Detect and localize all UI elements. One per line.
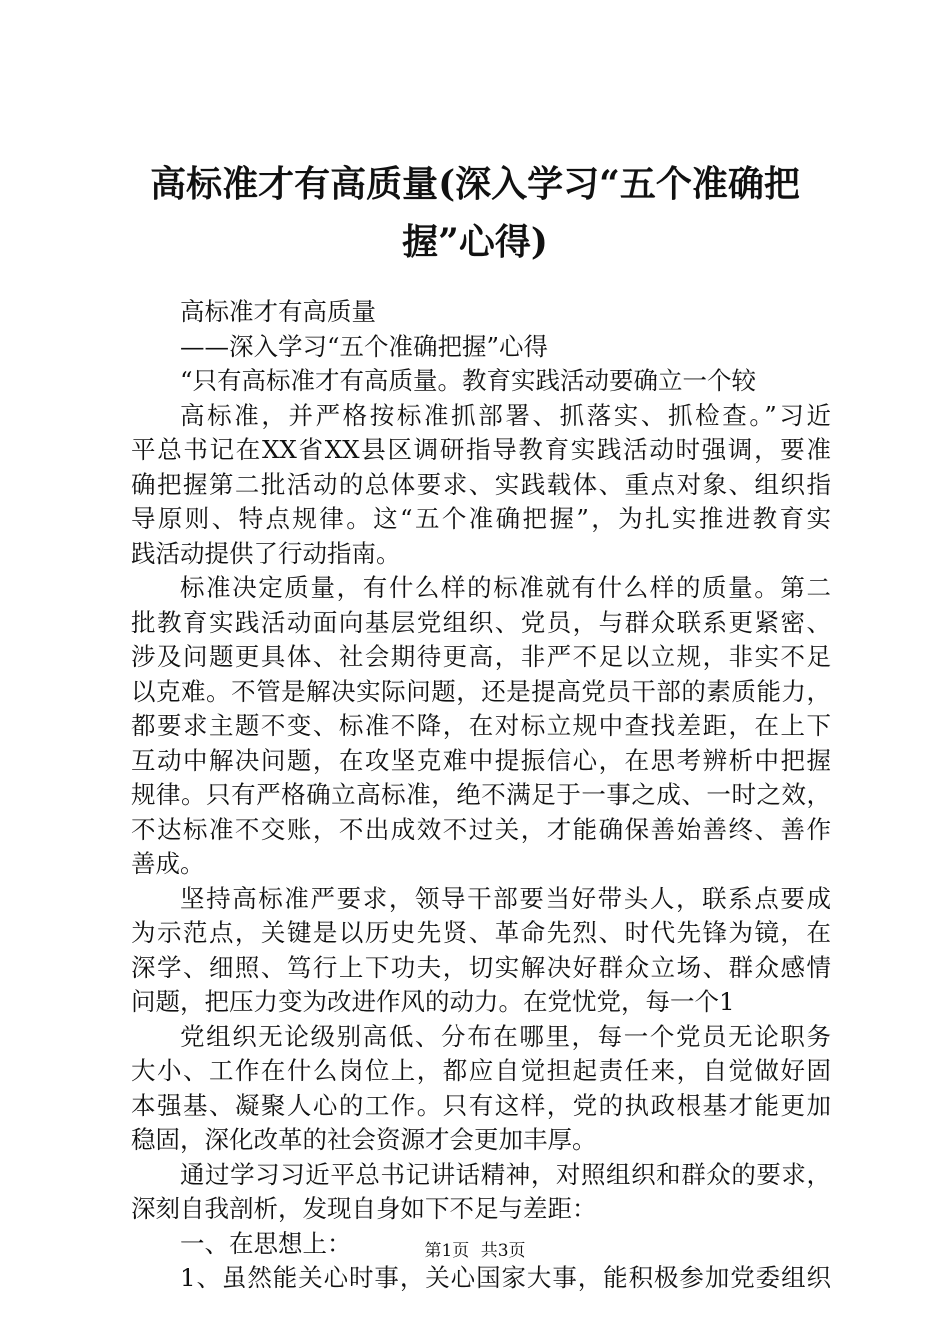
body-line: 一、在思想上： (180, 1228, 352, 1258)
document-title-line-2: 握”心得) (402, 221, 548, 263)
body-line: 标准决定质量，有什么样的标准就有什么样的质量。第二 (180, 573, 831, 602)
body-line: 不达标准不交账，不出成效不过关，才能确保善始善终、善作 (131, 814, 831, 844)
body-line: 善成。 (131, 849, 205, 878)
body-line: 以克难。不管是解决实际问题，还是提高党员干部的素质能力， (131, 676, 831, 706)
body-line: 大小、工作在什么岗位上，都应自觉担起责任来，自觉做好固 (131, 1056, 831, 1085)
body-line: 通过学习习近平总书记讲话精神，对照组织和群众的要求， (180, 1159, 831, 1189)
body-line: 问题，把压力变为改进作风的动力。在党忧党，每一个1 (131, 987, 735, 1016)
body-line: 批教育实践活动面向基层党组织、党员，与群众联系更紧密、 (131, 607, 831, 637)
body-line: 本强基、凝聚人心的工作。只有这样，党的执政根基才能更加 (131, 1090, 831, 1120)
body-line: 高标准才有高质量 (180, 297, 376, 326)
body-line: 稳固，深化改革的社会资源才会更加丰厚。 (131, 1125, 597, 1154)
body-line: 都要求主题不变、标准不降，在对标立规中查找差距，在上下 (131, 711, 831, 740)
body-line: 深学、细照、笃行上下功夫，切实解决好群众立场、群众感情 (131, 952, 831, 982)
body-line: 坚持高标准严要求，领导干部要当好带头人，联系点要成 (180, 883, 831, 913)
body-line: 互动中解决问题，在攻坚克难中提振信心，在思考辨析中把握 (131, 745, 831, 775)
body-line: 党组织无论级别高低、分布在哪里，每一个党员无论职务 (180, 1021, 831, 1051)
body-line: 为示范点，关键是以历史先贤、革命先烈、时代先锋为镜，在 (131, 918, 831, 947)
body-line: 深刻自我剖析，发现自身如下不足与差距： (131, 1194, 597, 1223)
body-line: 高标准，并严格按标准抓部署、抓落实、抓检查。”习近 (180, 400, 831, 430)
body-line: 1、虽然能关心时事，关心国家大事，能积极参加党委组织 (180, 1263, 831, 1292)
page-number: 第1页 (424, 1241, 470, 1261)
body-line: 导原则、特点规律。这“五个准确把握”，为扎实推进教育实 (131, 504, 831, 533)
body-line: 践活动提供了行动指南。 (131, 538, 401, 568)
body-line: “只有高标准才有高质量。教育实践活动要确立一个较 (180, 366, 757, 395)
body-line: ——深入学习“五个准确把握”心得 (180, 331, 549, 361)
document-title-line-1: 高标准才有高质量(深入学习“五个准确把 (150, 163, 800, 205)
body-line: 确把握第二批活动的总体要求、实践载体、重点对象、组织指 (131, 469, 831, 499)
document-body (131, 295, 831, 1296)
body-line: 平总书记在XX省XX县区调研指导教育实践活动时强调，要准 (131, 435, 831, 464)
page-footer (0, 1240, 950, 1262)
body-line: 涉及问题更具体、社会期待更高，非严不足以立规，非实不足 (131, 642, 831, 671)
page-total: 共3页 (480, 1241, 526, 1261)
body-line: 规律。只有严格确立高标准，绝不满足于一事之成、一时之效， (131, 780, 831, 809)
